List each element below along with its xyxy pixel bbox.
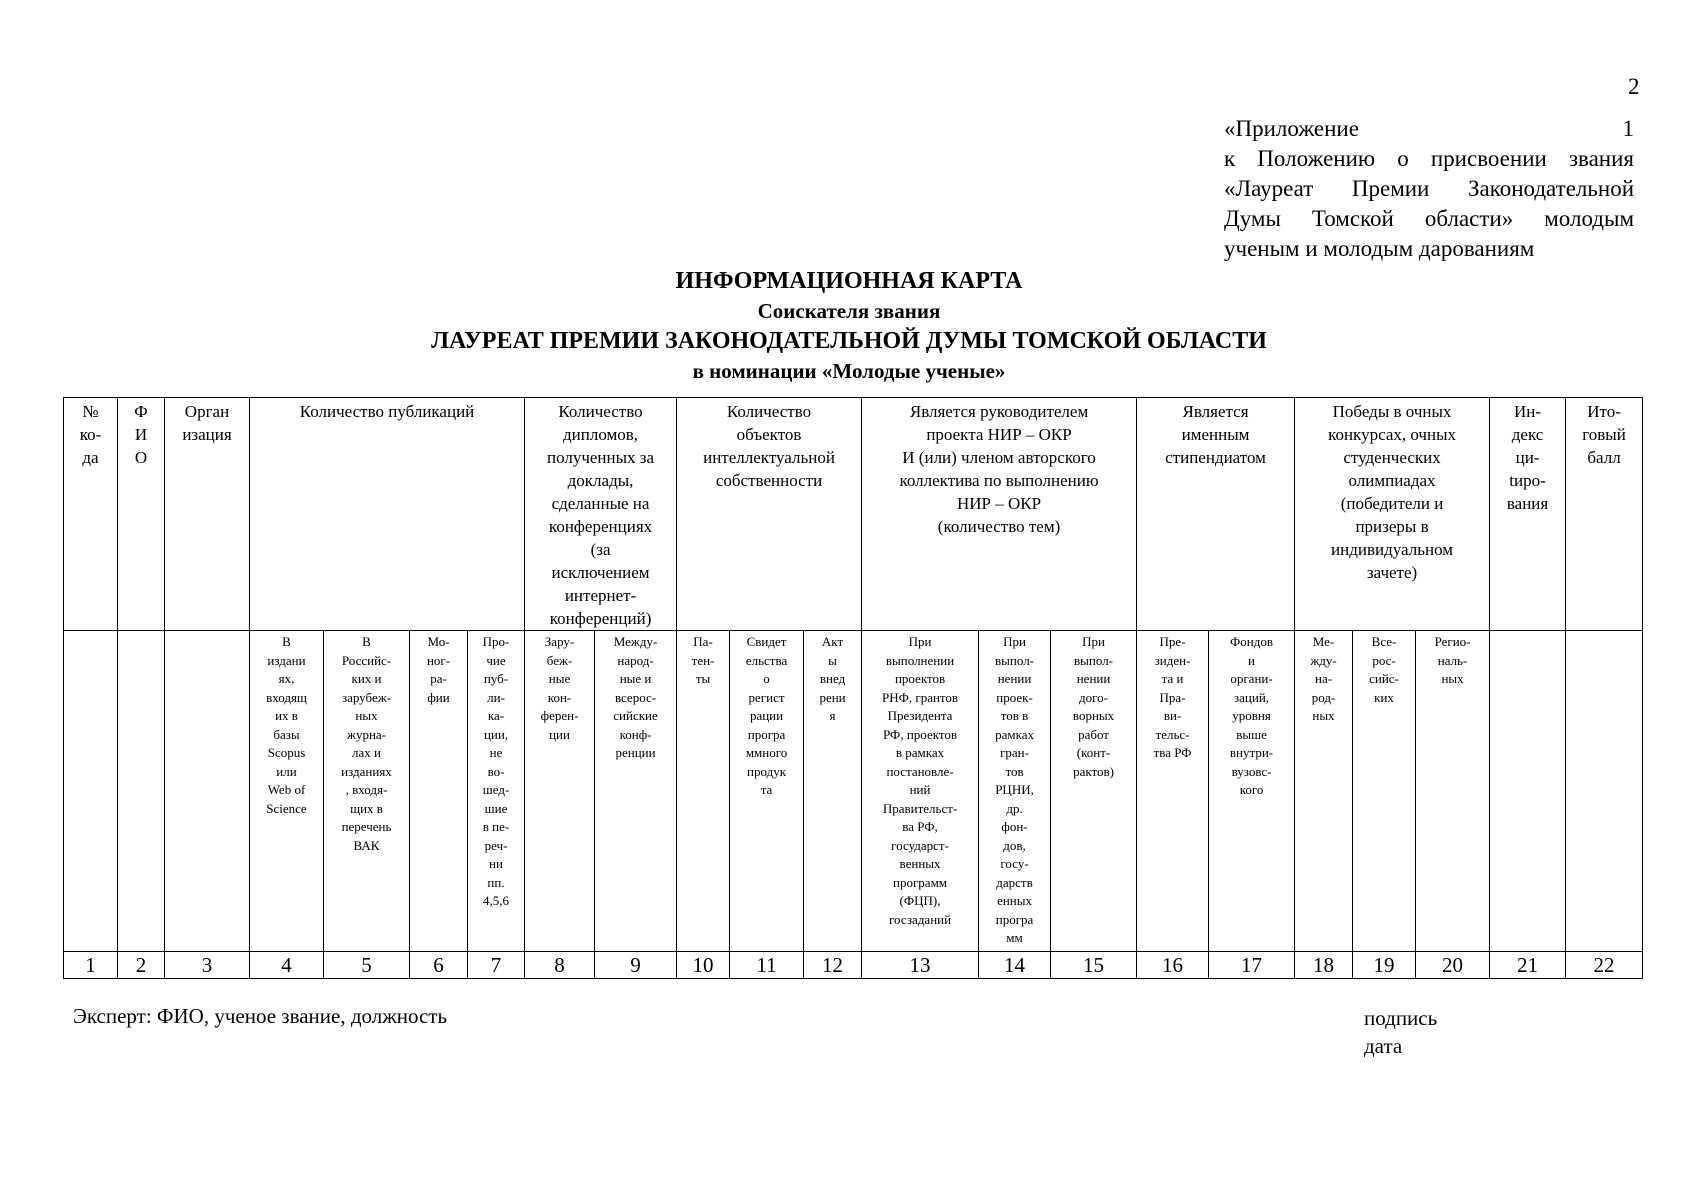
header-total-score: Ито- говый балл bbox=[1566, 398, 1643, 631]
subtitle: Соискателя звания bbox=[757, 299, 941, 323]
header-diplomas: Количество дипломов, полученных за доклады, сделанные на конференциях (за исключением интернет- конференций) bbox=[525, 398, 677, 631]
column-number: 1 bbox=[64, 952, 118, 979]
subheader-vak: В Российс- ких и зарубеж- ных журна- лах и изданиях , входя- щих в перечень ВАК bbox=[324, 631, 410, 952]
subheader-empty bbox=[1490, 631, 1566, 952]
header-stipend: Является именным стипендиатом bbox=[1137, 398, 1295, 631]
signature-block bbox=[1364, 1004, 1437, 1060]
subheader-president-stipend: Пре- зиден- та и Пра- ви- тельс- тва РФ bbox=[1137, 631, 1209, 952]
column-number: 2 bbox=[118, 952, 165, 979]
column-number: 6 bbox=[410, 952, 468, 979]
column-number: 12 bbox=[804, 952, 862, 979]
appendix-line: «Приложение 1 bbox=[1224, 116, 1634, 141]
subheader-scopus: В издани ях, входящ их в базы Scopus или Web of Science bbox=[250, 631, 324, 952]
subheader-implementation-acts: Акт ы внед рени я bbox=[804, 631, 862, 952]
signature-label: подпись bbox=[1364, 1006, 1438, 1030]
header-code: № ко- да bbox=[64, 398, 118, 631]
subheader-international-conferences: Между- народ- ные и всерос- сийские конф- ренции bbox=[595, 631, 677, 952]
column-number: 20 bbox=[1416, 952, 1490, 979]
column-number: 16 bbox=[1137, 952, 1209, 979]
expert-line: Эксперт: ФИО, ученое звание, должность bbox=[73, 1004, 448, 1028]
date-label: дата bbox=[1364, 1034, 1403, 1058]
subheader-empty bbox=[165, 631, 250, 952]
subheader-other-publications: Про- чие пуб- ли- ка- ции, не во- шед- шие в пе- реч- ни пп. 4,5,6 bbox=[468, 631, 525, 952]
subheader-rcni-projects: При выпол- нении проек- тов в рамках гран- тов РЦНИ, др. фон- дов, госу- дарств енных програ мм bbox=[979, 631, 1051, 952]
document-titles bbox=[0, 266, 1698, 386]
column-number: 4 bbox=[250, 952, 324, 979]
header-competition-wins: Победы в очных конкурсах, очных студенческих олимпиадах (победители и призеры в индивидуальном зачете) bbox=[1295, 398, 1490, 631]
header-publications: Количество публикаций bbox=[250, 398, 525, 631]
column-number: 19 bbox=[1353, 952, 1416, 979]
subheader-funds-stipend: Фондов и органи- заций, уровня выше внутри- вузовс- кого bbox=[1209, 631, 1295, 952]
appendix-line: ученым и молодым дарованиям bbox=[1224, 236, 1535, 261]
subheader-international-wins: Ме- жду- на- род- ных bbox=[1295, 631, 1353, 952]
column-number: 14 bbox=[979, 952, 1051, 979]
subheader-rnf-projects: При выполнении проектов РНФ, грантов Президента РФ, проектов в рамках постановле- ний Правительст- ва РФ, государст- венных программ (ФЦП), госзаданий bbox=[862, 631, 979, 952]
column-number: 15 bbox=[1051, 952, 1137, 979]
column-number: 22 bbox=[1566, 952, 1643, 979]
column-number: 11 bbox=[730, 952, 804, 979]
subheader-patents: Па- тен- ты bbox=[677, 631, 730, 952]
subheader-empty bbox=[1566, 631, 1643, 952]
subheader-monographs: Мо- ног- ра- фии bbox=[410, 631, 468, 952]
subheader-contract-works: При выпол- нении дого- ворных работ (конт- рактов) bbox=[1051, 631, 1137, 952]
column-numbers-row bbox=[64, 952, 1643, 979]
header-fio: Ф И О bbox=[118, 398, 165, 631]
appendix-note bbox=[1224, 114, 1634, 264]
nomination-title: в номинации «Молодые ученые» bbox=[692, 359, 1006, 383]
subheader-software-certificates: Свидет ельства о регист рации програ ммного продук та bbox=[730, 631, 804, 952]
subheader-foreign-conferences: Зару- беж- ные кон- ферен- ции bbox=[525, 631, 595, 952]
subheader-empty bbox=[64, 631, 118, 952]
column-number: 17 bbox=[1209, 952, 1295, 979]
header-nir-okr: Является руководителем проекта НИР – ОКР И (или) членом авторского коллектива по выполнению НИР – ОКР (количество тем) bbox=[862, 398, 1137, 631]
column-number: 10 bbox=[677, 952, 730, 979]
column-number: 5 bbox=[324, 952, 410, 979]
header-intellectual-property: Количество объектов интеллектуальной собственности bbox=[677, 398, 862, 631]
information-card-table bbox=[63, 397, 1643, 979]
column-number: 18 bbox=[1295, 952, 1353, 979]
header-citation-index: Ин- декс ци- tиро- вания bbox=[1490, 398, 1566, 631]
subheader-empty bbox=[118, 631, 165, 952]
appendix-line: «Лауреат Премии Законодательной bbox=[1224, 176, 1634, 201]
column-number: 3 bbox=[165, 952, 250, 979]
page-number: 2 bbox=[1628, 74, 1640, 99]
column-number: 9 bbox=[595, 952, 677, 979]
column-number: 21 bbox=[1490, 952, 1566, 979]
main-title: ИНФОРМАЦИОННАЯ КАРТА bbox=[675, 268, 1023, 294]
subheader-allrussian-wins: Все- рос- сийс- ких bbox=[1353, 631, 1416, 952]
appendix-line: Думы Томской области» молодым bbox=[1224, 206, 1634, 231]
laureate-title: ЛАУРЕАТ ПРЕМИИ ЗАКОНОДАТЕЛЬНОЙ ДУМЫ ТОМСКОЙ ОБЛАСТИ bbox=[431, 328, 1267, 354]
header-organization: Орган изация bbox=[165, 398, 250, 631]
appendix-line: к Положению о присвоении звания bbox=[1224, 146, 1634, 171]
column-number: 8 bbox=[525, 952, 595, 979]
subheader-regional-wins: Регио- наль- ных bbox=[1416, 631, 1490, 952]
column-number: 7 bbox=[468, 952, 525, 979]
column-number: 13 bbox=[862, 952, 979, 979]
